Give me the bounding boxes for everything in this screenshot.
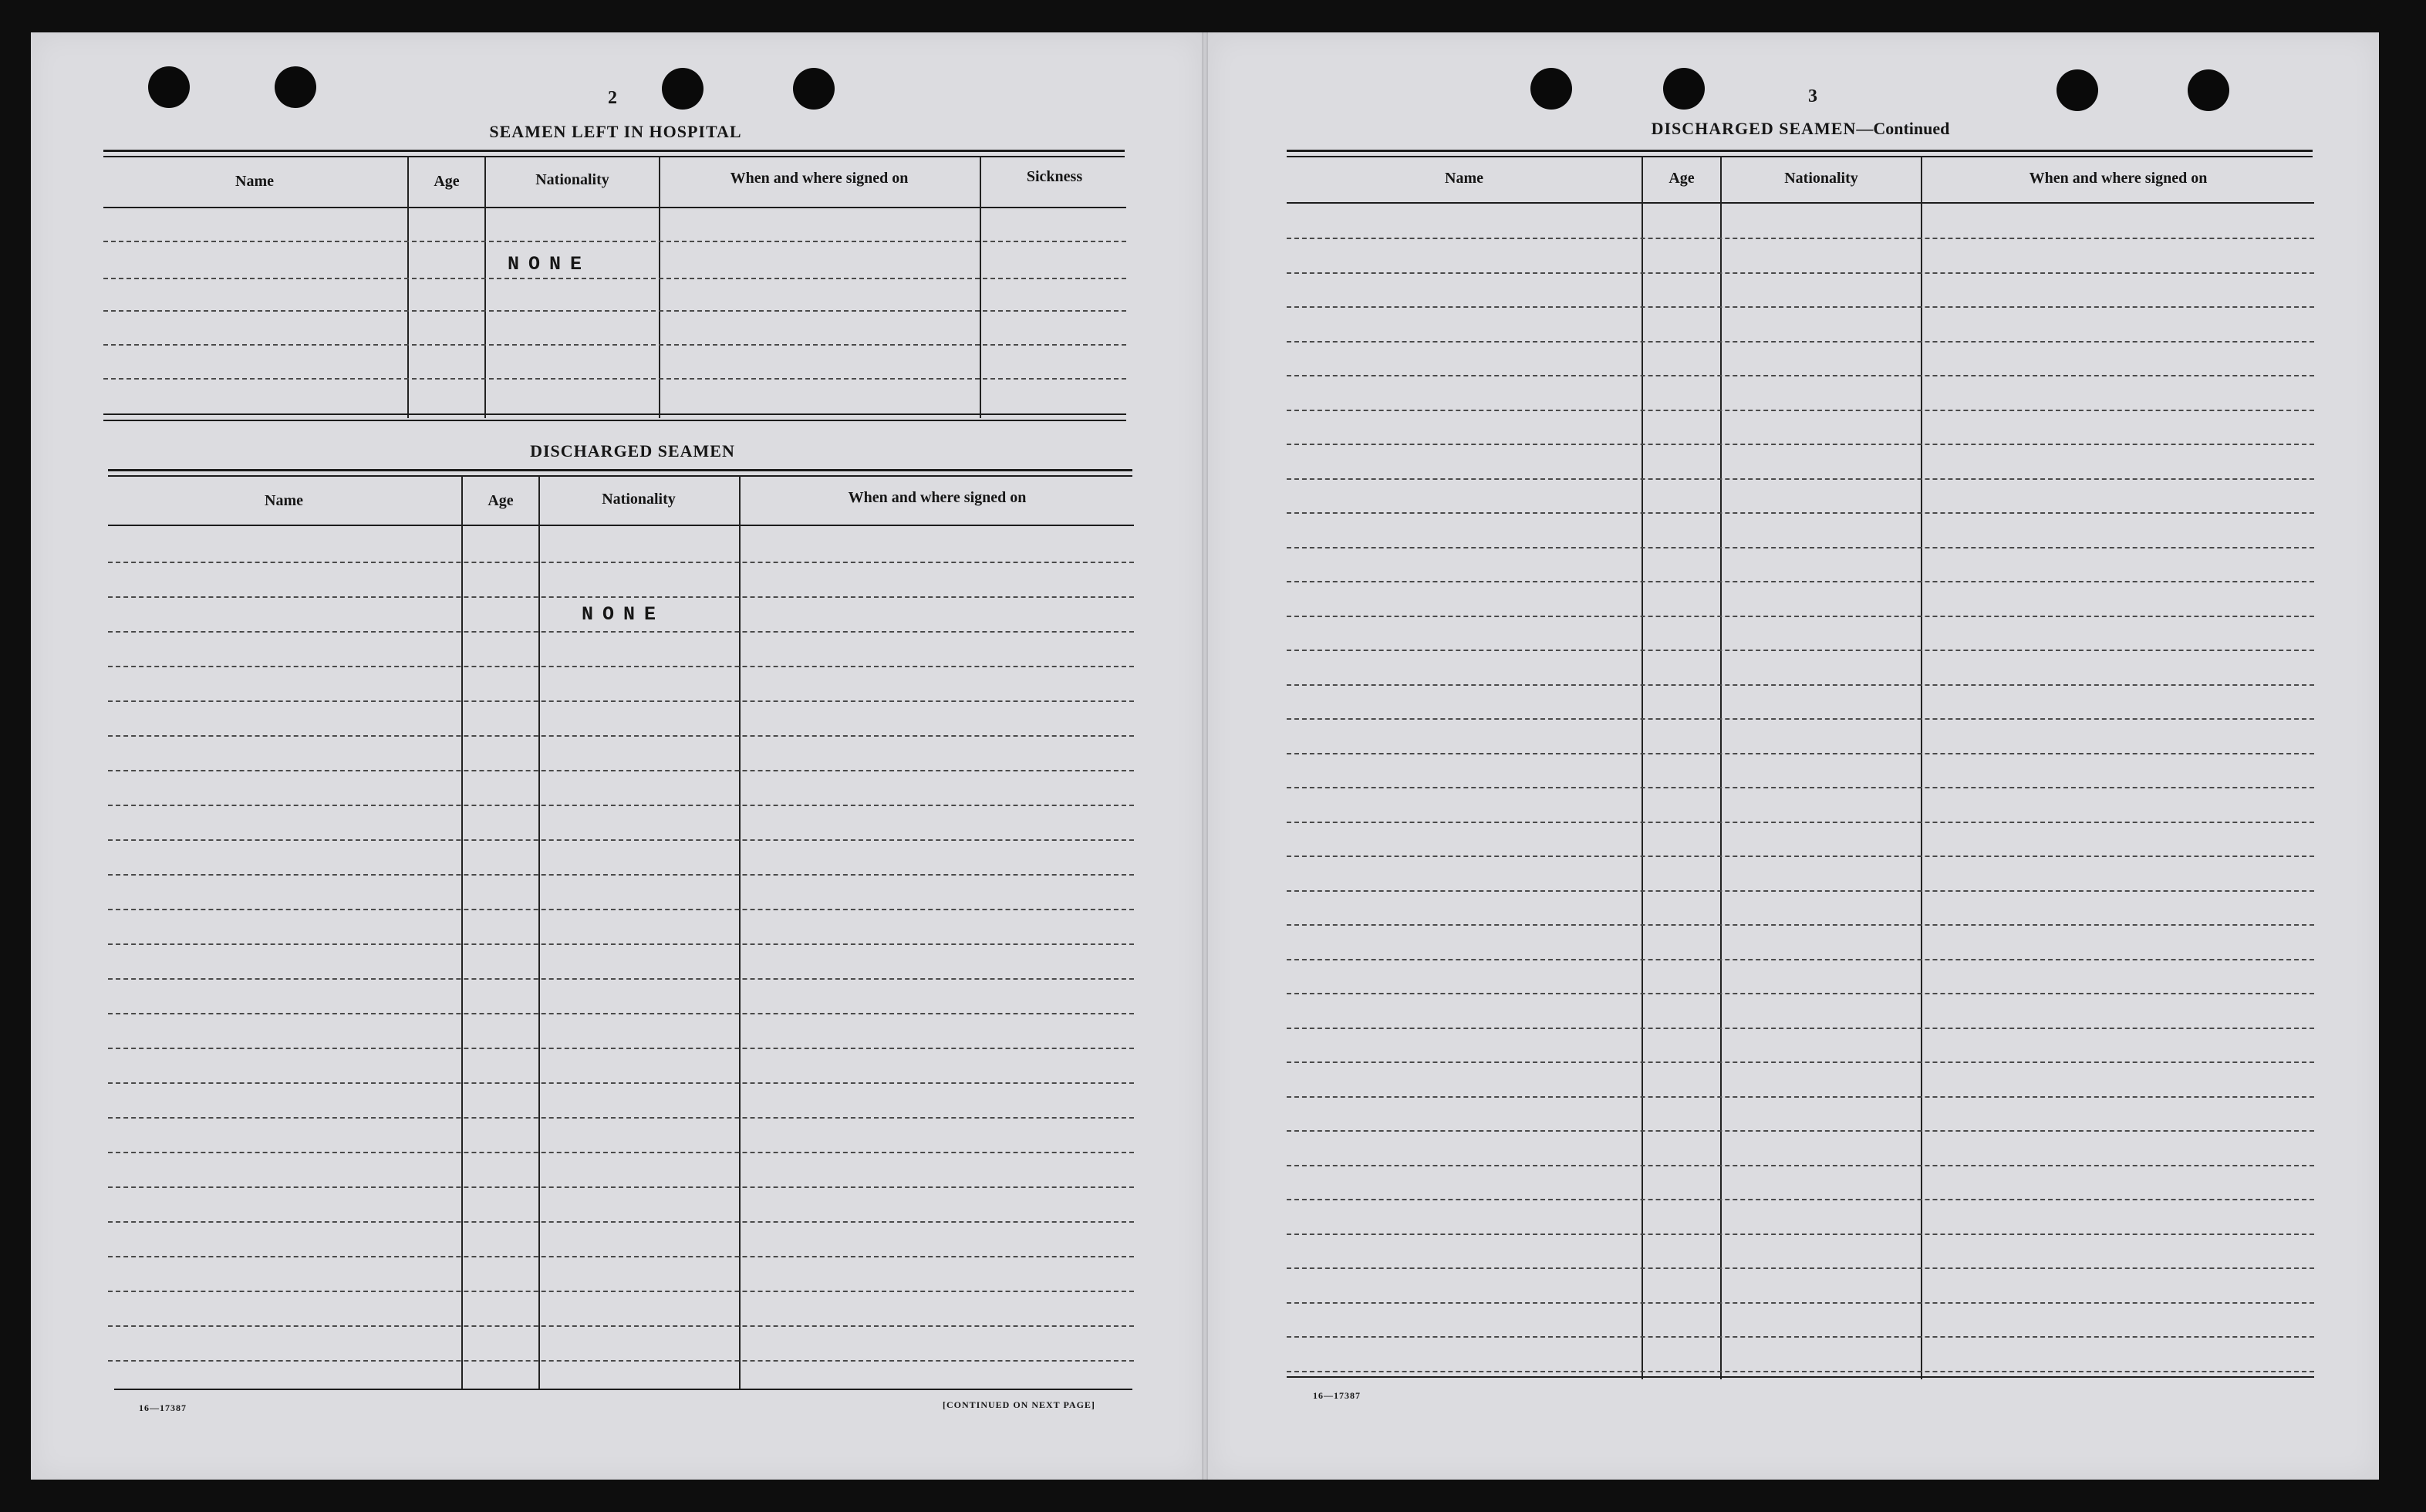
row-line [1287,993,2314,994]
row-line [1287,1028,2314,1029]
row-line [108,1013,1134,1014]
column-header-sickness: Sickness [1026,168,1083,185]
page-number: 2 [608,88,617,108]
column-header-signed-on: When and where signed on [848,489,1027,506]
row-line [1287,410,2314,411]
row-line [1287,375,2314,376]
row-line [1287,512,2314,514]
row-line [1287,272,2314,274]
typed-entry-none: NONE [582,603,666,626]
row-line [108,909,1134,910]
table-bottom-rule [103,420,1126,421]
punch-hole [275,66,316,108]
row-line [108,735,1134,737]
row-line [1287,1267,2314,1269]
column-header-nationality: Nationality [535,171,609,188]
punch-hole [2188,69,2229,111]
row-line [1287,1096,2314,1098]
column-header-signed-on: When and where signed on [730,170,909,187]
table-bottom-rule [1287,1376,2314,1378]
row-line [1287,478,2314,480]
punch-hole [1530,68,1572,110]
row-line [1287,650,2314,651]
column-header-signed-on: When and where signed on [2029,170,2208,187]
page-number: 3 [1808,86,1817,106]
row-line [1287,306,2314,308]
column-divider [1720,156,1722,1379]
table-top-rule [1287,150,2313,152]
section-title-main: DISCHARGED SEAMEN [1651,119,1857,138]
row-line [1287,959,2314,960]
row-line [1287,581,2314,582]
row-line [103,378,1126,380]
table-top-rule [1287,156,2313,157]
table-bottom-rule [114,1389,1132,1390]
column-divider [739,475,741,1390]
column-divider [1921,156,1922,1379]
row-line [1287,341,2314,343]
row-line [108,1117,1134,1119]
row-line [1287,856,2314,857]
punch-hole [793,68,835,110]
section-title-suffix: —Continued [1856,119,1950,138]
form-number: 16—17387 [1313,1390,1361,1401]
row-line [1287,1371,2314,1372]
row-line [108,1221,1134,1223]
row-line [108,1082,1134,1084]
column-header-nationality: Nationality [602,491,676,508]
row-line [108,562,1134,563]
row-line [108,596,1134,598]
row-line [108,943,1134,945]
row-line [1287,890,2314,892]
row-line [108,770,1134,771]
left-page [31,32,1202,1480]
row-line [1287,924,2314,926]
column-header-age: Age [488,492,514,509]
row-line [108,1325,1134,1327]
row-line [108,1256,1134,1257]
row-line [1287,787,2314,788]
column-header-age: Age [1669,170,1695,187]
column-divider [461,475,463,1390]
row-line [1287,1336,2314,1338]
row-line [1287,1302,2314,1304]
row-line [1287,684,2314,686]
row-line [1287,1199,2314,1200]
column-header-name: Name [235,173,274,190]
row-line [103,310,1126,312]
row-line [108,874,1134,876]
column-header-name: Name [1445,170,1483,187]
row-line [1287,1061,2314,1063]
punch-hole [148,66,190,108]
punch-hole [2057,69,2098,111]
row-line [1287,444,2314,445]
row-line [108,805,1134,806]
row-line [103,241,1126,242]
continued-note: [CONTINUED ON NEXT PAGE] [943,1399,1095,1410]
row-line [1287,1165,2314,1166]
row-line [1287,547,2314,548]
punch-hole [1663,68,1705,110]
right-page [1208,32,2379,1480]
row-line [1287,1130,2314,1132]
row-line [108,1152,1134,1153]
section-title: SEAMEN LEFT IN HOSPITAL [489,122,742,141]
header-underline [103,207,1126,208]
header-underline [1287,202,2314,204]
row-line [1287,822,2314,823]
section-title [1492,119,2109,139]
table-top-rule [103,156,1125,157]
row-line [108,631,1134,633]
section-title: DISCHARGED SEAMEN [530,441,735,461]
table-bottom-rule [103,413,1126,415]
column-header-nationality: Nationality [1784,170,1858,187]
row-line [1287,616,2314,617]
table-top-rule [108,475,1132,477]
row-line [108,666,1134,667]
row-line [1287,718,2314,720]
column-divider [538,475,540,1390]
row-line [1287,1234,2314,1235]
row-line [108,839,1134,841]
row-line [103,344,1126,346]
row-line [108,1360,1134,1362]
header-underline [108,525,1134,526]
row-line [108,978,1134,980]
column-divider [1642,156,1643,1379]
page-spine [1202,32,1208,1480]
row-line [108,1186,1134,1188]
form-number: 16—17387 [139,1402,187,1413]
row-line [103,278,1126,279]
row-line [108,700,1134,702]
row-line [108,1291,1134,1292]
row-line [1287,753,2314,754]
typed-entry-none: NONE [508,253,592,275]
row-line [108,1048,1134,1049]
column-header-name: Name [265,492,303,509]
column-header-age: Age [434,173,460,190]
punch-hole [662,68,704,110]
row-line [1287,238,2314,239]
table-top-rule [103,150,1125,152]
table-top-rule [108,469,1132,471]
